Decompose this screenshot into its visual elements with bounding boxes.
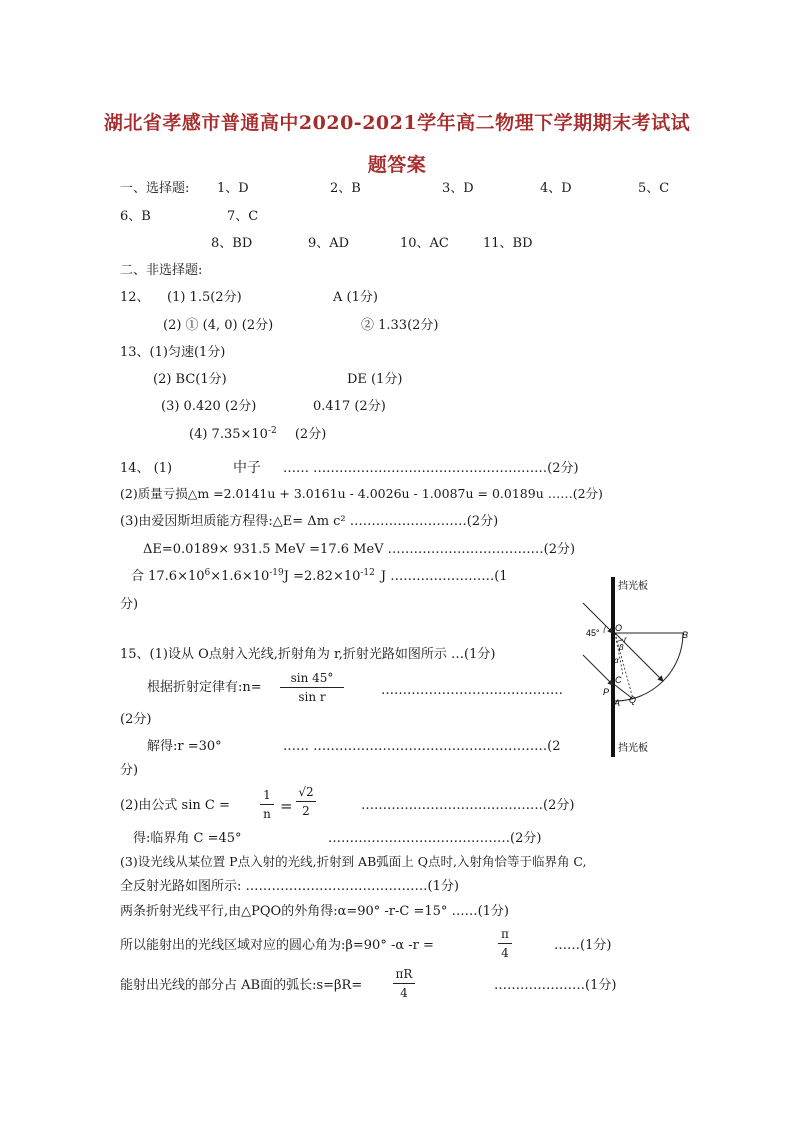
frac-numerator: 1 <box>263 788 271 802</box>
angle-arc-45 <box>604 626 606 633</box>
q13-line-4-a: (4) 7.35×10 <box>189 427 268 442</box>
q15-fraction-1-over-n <box>260 789 274 820</box>
q13-line-2-a: (2) BC(1分) <box>153 372 227 387</box>
q15-frac-denominator: sin r <box>298 690 326 704</box>
answer-3: 3、D <box>442 181 474 196</box>
q13-line-3-a: (3) 0.420 (2分) <box>161 399 257 414</box>
q15-fraction-piR-over-4 <box>393 968 415 999</box>
answer-2: 2、B <box>330 181 361 196</box>
fraction-bar <box>393 983 415 984</box>
section-1-label: 一、选择题: <box>120 181 190 196</box>
answer-6: 6、B <box>120 209 151 224</box>
q12-part-2-b: ② 1.33(2分) <box>361 318 439 333</box>
q15-fraction-sin <box>280 672 344 703</box>
q14-line-5-a: 合 17.6×10 <box>131 569 205 584</box>
frac-numerator: π <box>501 927 509 941</box>
fraction-bar <box>260 804 274 805</box>
q13-line-1: 13、(1)匀速(1分) <box>120 345 226 360</box>
q14-line-5-d: J ……………………(1 <box>380 569 508 584</box>
point-q-label: Q <box>629 695 637 705</box>
q15-line-5: 分) <box>120 763 139 778</box>
point-p-label: P <box>603 687 610 697</box>
frac-denominator: n <box>263 807 271 821</box>
answer-5: 5、C <box>638 181 670 196</box>
q14-line-1-b: 中子 <box>233 460 261 476</box>
refracted-ray-o <box>615 633 663 681</box>
q14-line-5-c: J =2.82×10 <box>283 569 361 584</box>
q15-fraction-root2-over-2 <box>296 786 316 817</box>
q14-line-5 <box>131 570 508 583</box>
frac-denominator: 2 <box>302 804 310 818</box>
fraction-bar <box>296 801 316 802</box>
frac-denominator: 4 <box>501 946 509 960</box>
q15-line-12-a: 能射出光线的部分占 AB面的弧长:s=βR= <box>120 978 363 993</box>
angle-r-label: r <box>624 635 627 644</box>
q13-line-2-b: DE (1分) <box>347 372 403 387</box>
q15-line-4: 解得:r =30° <box>147 739 222 754</box>
section-2-label: 二、非选择题: <box>120 263 203 278</box>
angle-alpha-label: α <box>614 656 619 665</box>
q14-line-3: (3)由爱因斯坦质能方程得:△E= Δm c² ………………………(2分) <box>120 514 499 529</box>
frac-numerator: πR <box>395 967 413 981</box>
frac-denominator: 4 <box>400 986 408 1000</box>
point-b-label: B <box>682 630 689 640</box>
q15-line-8: (3)设光线从某位置 P点入射的光线,折射到 AB弧面上 Q点时,入射角恰等于临界角 C, <box>120 854 587 869</box>
q13-line-4 <box>189 428 326 441</box>
q14-line-4: ΔE=0.0189× 931.5 MeV =17.6 MeV ………………………………(2分) <box>143 542 576 557</box>
q14-line-1-a: 14、 (1) <box>120 461 173 476</box>
frac-numerator: √2 <box>298 785 314 799</box>
q15-fraction-pi-over-4 <box>498 928 512 959</box>
q15-line-1: 15、(1)设从 O点射入光线,折射角为 r,折射光路如图所示 …(1分) <box>120 647 496 662</box>
q15-line-4-b: …… ………………………………………………(2 <box>283 739 561 754</box>
q15-line-3: (2分) <box>120 712 152 727</box>
q15-equals: = <box>280 797 293 815</box>
answer-8: 8、BD <box>211 236 253 251</box>
q13-line-4-b: (2分) <box>294 427 327 442</box>
answer-11: 11、BD <box>483 236 533 251</box>
q12-part-2: (2) ① (4, 0) (2分) <box>163 318 274 333</box>
q14-line-2: (2)质量亏损△m =2.0141u + 3.0161u - 4.0026u - 1.0087u = 0.0189u ……(2分) <box>120 486 603 501</box>
q15-line-12-b: …………………(1分) <box>494 978 617 993</box>
point-o-label: O <box>615 623 623 633</box>
q14-exp-1: 6 <box>204 568 211 578</box>
answer-10: 10、AC <box>400 236 449 251</box>
q15-line-11-b: ……(1分) <box>554 938 612 953</box>
answer-7: 7、C <box>227 209 259 224</box>
q15-line-11-a: 所以能射出的光线区域对应的圆心角为:β=90° -α -r = <box>120 938 434 953</box>
q14-exp-3: -12 <box>360 568 375 578</box>
q15-line-10: 两条折射光线平行,由△PQO的外角得:α=90° -r-C =15° ……(1分) <box>120 904 509 919</box>
q15-line-7-a: 得:临界角 C =45° <box>133 831 242 846</box>
q15-line-6-b: ……………………………………(2分) <box>361 798 575 813</box>
q15-line-6-a: (2)由公式 sin C = <box>120 798 230 813</box>
q15-line-7-b: ……………………………………(2分) <box>328 831 542 846</box>
q12-number: 12、 <box>120 290 150 305</box>
q14-line-5-b: ×1.6×10 <box>210 569 270 584</box>
q12-part-1-b: A (1分) <box>333 290 378 305</box>
incident-ray-bottom <box>583 655 613 685</box>
q15-line-2-b: …………………………………… <box>381 683 563 698</box>
q14-exp-2: -19 <box>269 568 284 578</box>
fraction-bar <box>498 943 512 944</box>
q13-line-3-b: 0.417 (2分) <box>313 399 386 414</box>
q12-part-1: (1) 1.5(2分) <box>167 290 242 305</box>
optics-diagram <box>568 575 708 765</box>
q13-exponent: -2 <box>267 426 277 436</box>
fraction-bar <box>280 687 344 688</box>
q15-line-9: 全反射光路如图所示: ……………………………………(1分) <box>120 879 459 894</box>
document-title-line-2: 题答案 <box>367 154 427 176</box>
q15-line-2-a: 根据折射定律有:n= <box>147 680 262 695</box>
point-a-label: A <box>614 698 621 708</box>
angle-beta-label: β <box>619 643 624 652</box>
point-c-label: C <box>615 675 622 685</box>
figure-top-label: 挡光板 <box>618 581 648 592</box>
answer-1: 1、D <box>217 181 249 196</box>
answer-4: 4、D <box>540 181 572 196</box>
q14-line-1-c: …… ………………………………………………(2分) <box>283 461 579 476</box>
q15-frac-numerator: sin 45° <box>290 671 334 685</box>
angle-45-label: 45° <box>586 628 600 638</box>
figure-bottom-label: 挡光板 <box>618 743 648 754</box>
answer-9: 9、AD <box>308 236 350 251</box>
document-title-line-1: 湖北省孝感市普通高中2020-2021学年高二物理下学期期末考试试 <box>103 112 691 134</box>
q14-line-6: 分) <box>120 597 139 612</box>
